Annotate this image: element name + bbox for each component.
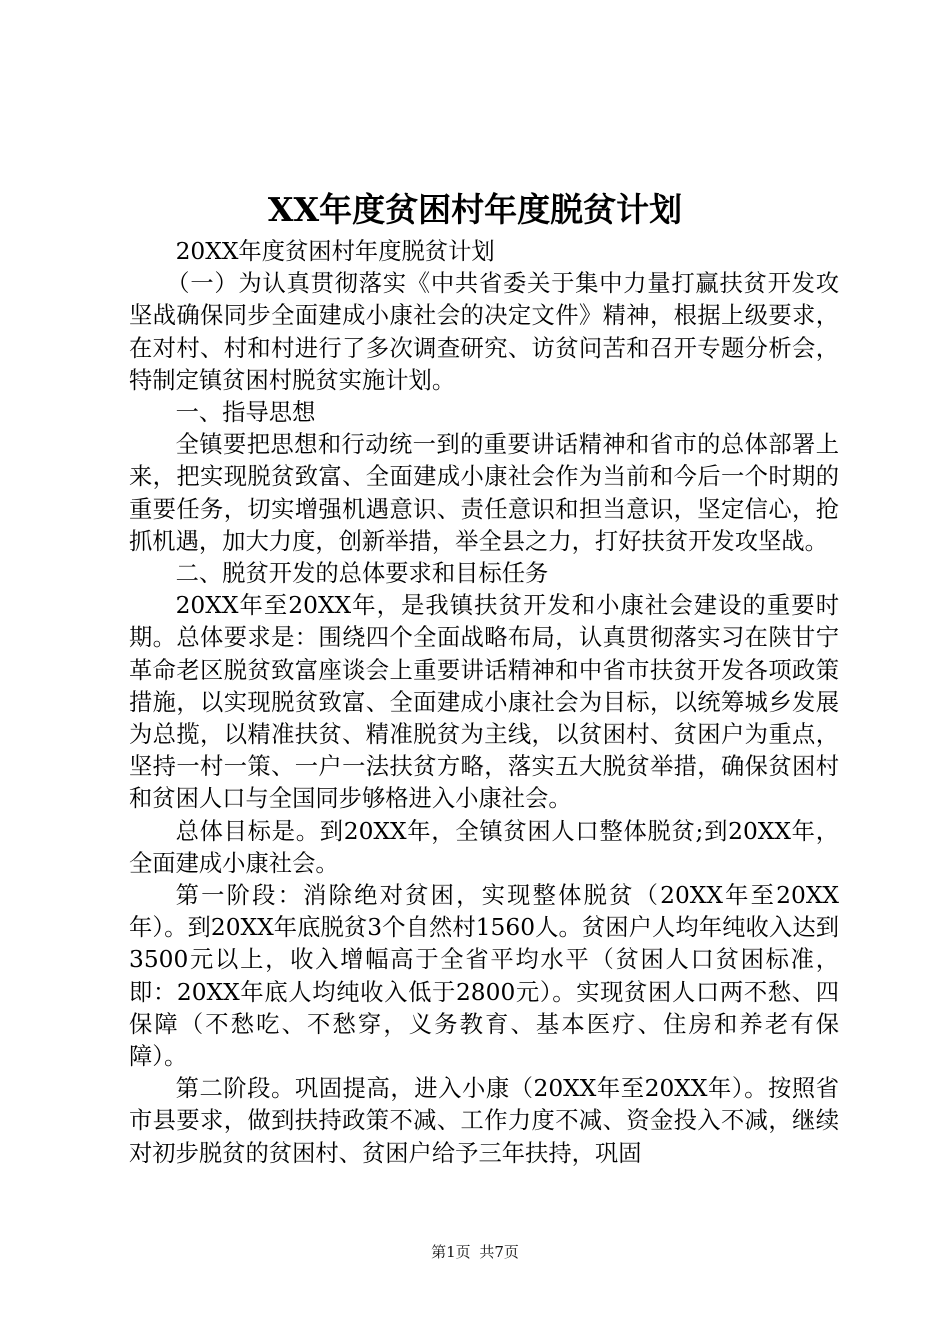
document-title: XX年度贫困村年度脱贫计划 xyxy=(267,190,683,229)
overall-goal-paragraph: 总体目标是。到20XX年，全镇贫困人口整体脱贫;到20XX年，全面建成小康社会。 xyxy=(129,817,839,877)
document-body xyxy=(129,236,839,1170)
subtitle-paragraph: 20XX年度贫困村年度脱贫计划 xyxy=(175,238,495,265)
intro-paragraph: （一）为认真贯彻落实《中共省委关于集中力量打赢扶贫开发攻坚战确保同步全面建成小康社会的决定文件》精神，根据上级要求，在对村、村和村进行了多次调查研究、访贫问苦和召开专题分析会，特制定镇贫困村脱贫实施计划。 xyxy=(129,270,839,394)
guiding-ideology-paragraph: 全镇要把思想和行动统一到的重要讲话精神和省市的总体部署上来，把实现脱贫致富、全面建成小康社会作为当前和今后一个时期的重要任务，切实增强机遇意识、责任意识和担当意识，坚定信心，抢抓机遇，加大力度，创新举措，举全县之力，打好扶贫开发攻坚战。 xyxy=(129,431,839,555)
page-number: 第1页 xyxy=(431,1243,471,1261)
phase-two-paragraph: 第二阶段。巩固提高，进入小康（20XX年至20XX年）。按照省市县要求，做到扶持政策不减、工作力度不减、资金投入不减，继续对初步脱贫的贫困村、贫困户给予三年扶持，巩固 xyxy=(129,1075,839,1167)
section-heading-guiding-ideology: 一、指导思想 xyxy=(175,399,316,427)
phase-one-paragraph: 第一阶段：消除绝对贫困，实现整体脱贫（20XX年至20XX年）。到20XX年底脱贫3个自然村1560人。贫困户人均年纯收入达到3500元以上，收入增幅高于全省平均水平（贫困人口贫困标准，即：20XX年底人均纯收入低于2800元）。实现贫困人口两不愁、四保障（不愁吃、不愁穿，义务教育、基本医疗、住房和养老有保障）。 xyxy=(129,882,839,1071)
page-footer xyxy=(0,1242,950,1262)
page-total: 共7页 xyxy=(479,1243,519,1261)
section-heading-overall-requirements: 二、脱贫开发的总体要求和目标任务 xyxy=(175,560,549,588)
overall-requirements-paragraph: 20XX年至20XX年，是我镇扶贫开发和小康社会建设的重要时期。总体要求是：围绕四个全面战略布局，认真贯彻落实习在陕甘宁革命老区脱贫致富座谈会上重要讲话精神和中省市扶贫开发各项政策措施，以实现脱贫致富、全面建成小康社会为目标，以统筹城乡发展为总揽，以精准扶贫、精准脱贫为主线，以贫困村、贫困户为重点，坚持一村一策、一户一法扶贫方略，落实五大脱贫举措，确保贫困村和贫困人口与全国同步够格进入小康社会。 xyxy=(129,592,839,813)
